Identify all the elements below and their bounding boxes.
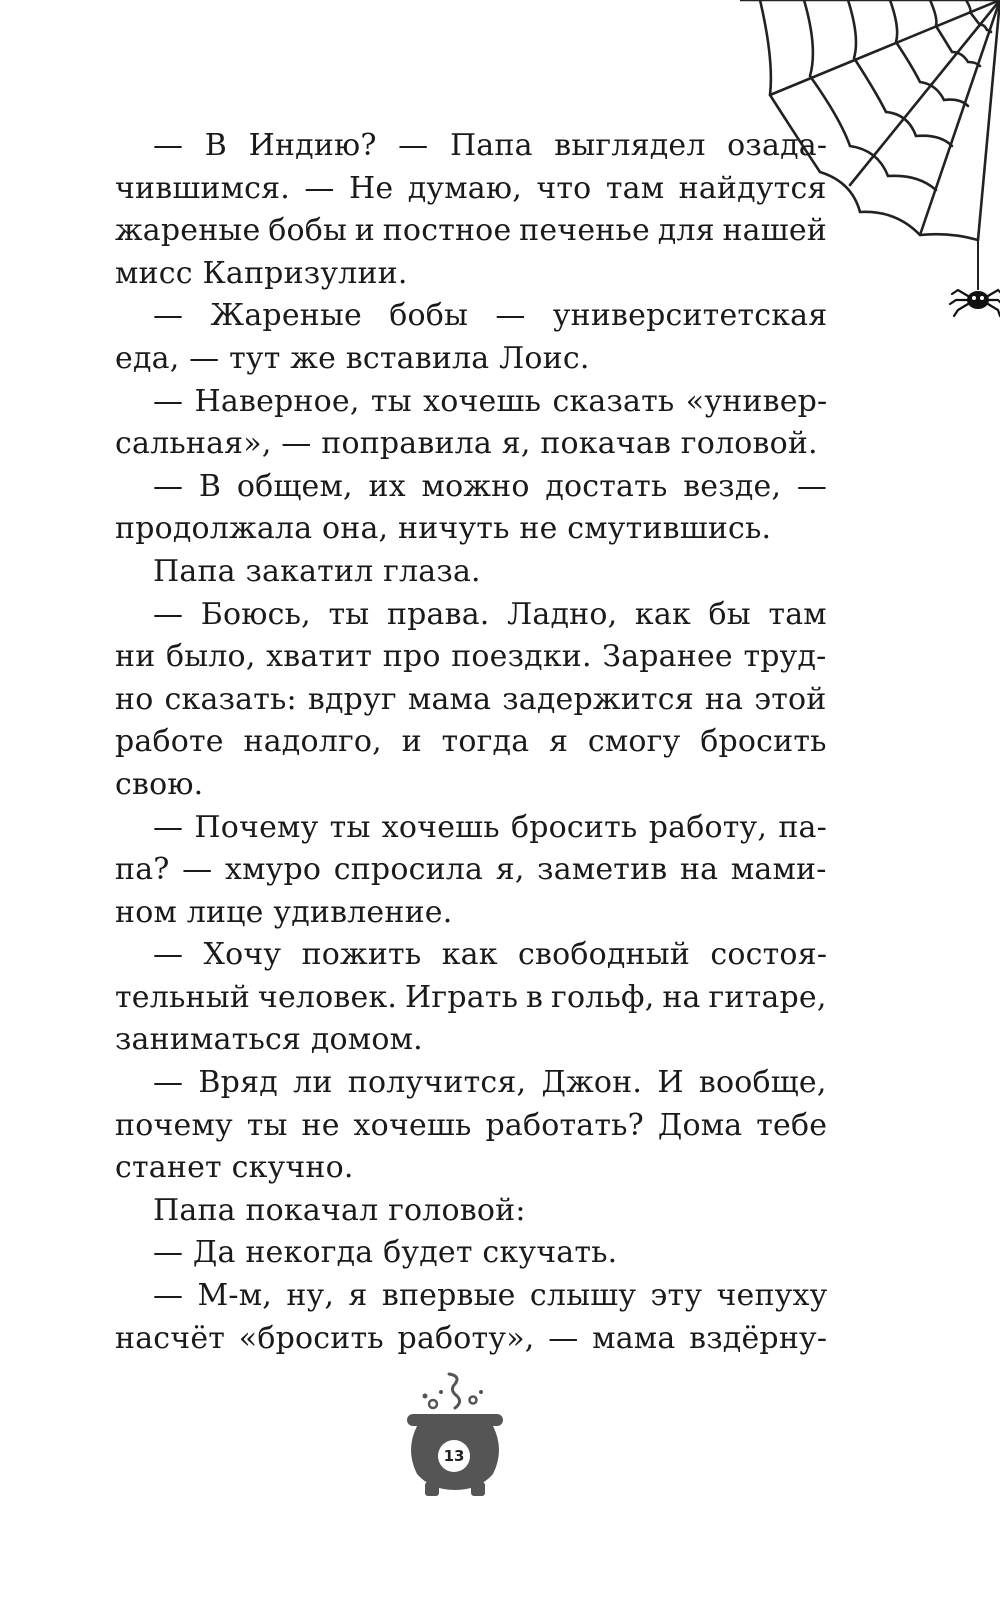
text-line: Папа покачал головой: (153, 1192, 526, 1228)
text-line: заниматься домом. (115, 1022, 423, 1058)
text-line: — Жареные бобы — университетская (153, 298, 828, 334)
text-line: еда, — тут же вставила Лоис. (115, 340, 590, 376)
text-line: — Вряд ли получится, Джон. И вообще, (153, 1065, 827, 1101)
text-line: — В Индию? — Папа выглядел озада- (153, 128, 828, 163)
text-line: станет скучно. (115, 1150, 354, 1186)
text-line: — Хочу пожить как свободный состоя- (153, 937, 828, 973)
text-line: — Наверное, ты хочешь сказать «универ- (153, 383, 828, 419)
text-line: насчёт «бросить работу», — мама вздёрну- (115, 1320, 828, 1356)
text-line: продолжала она, ничуть не смутившись. (115, 511, 772, 547)
spider-icon (950, 290, 1000, 316)
text-line: жареные бобы и постное печенье для нашей (115, 213, 828, 249)
text-line: — Боюсь, ты права. Ладно, как бы там (153, 596, 827, 632)
text-line: свою. (115, 766, 204, 802)
text-line: но сказать: вдруг мама задержится на этой (115, 681, 827, 717)
text-line: — Почему ты хочешь бросить работу, па- (153, 809, 827, 845)
text-line: чившимся. — Не думаю, что там найдутся (115, 170, 827, 206)
text-line: Папа закатил глаза. (153, 553, 481, 589)
text-line: сальная», — поправила я, покачав головой. (115, 426, 818, 462)
text-line: па? — хмуро спросила я, заметив на мами- (115, 852, 827, 888)
text-line: ном лице удивление. (115, 894, 453, 930)
page-number: 13 (438, 1440, 470, 1472)
text-line: работе надолго, и тогда я смогу бросить (115, 724, 827, 760)
cauldron-icon (405, 1370, 505, 1500)
text-line: — Да некогда будет скучать. (153, 1235, 618, 1271)
text-line: — М-м, ну, я впервые слышу эту чепуху (153, 1278, 828, 1314)
text-line: тельный человек. Играть в гольф, на гитаре, (115, 979, 827, 1015)
text-line: ни было, хватит про поездки. Заранее труд- (115, 639, 827, 675)
text-line: мисс Капризулии. (115, 255, 408, 291)
text-line: почему ты не хочешь работать? Дома тебе (115, 1107, 828, 1143)
text-line: — В общем, их можно достать везде, — (153, 468, 828, 504)
body-text (115, 125, 827, 1360)
